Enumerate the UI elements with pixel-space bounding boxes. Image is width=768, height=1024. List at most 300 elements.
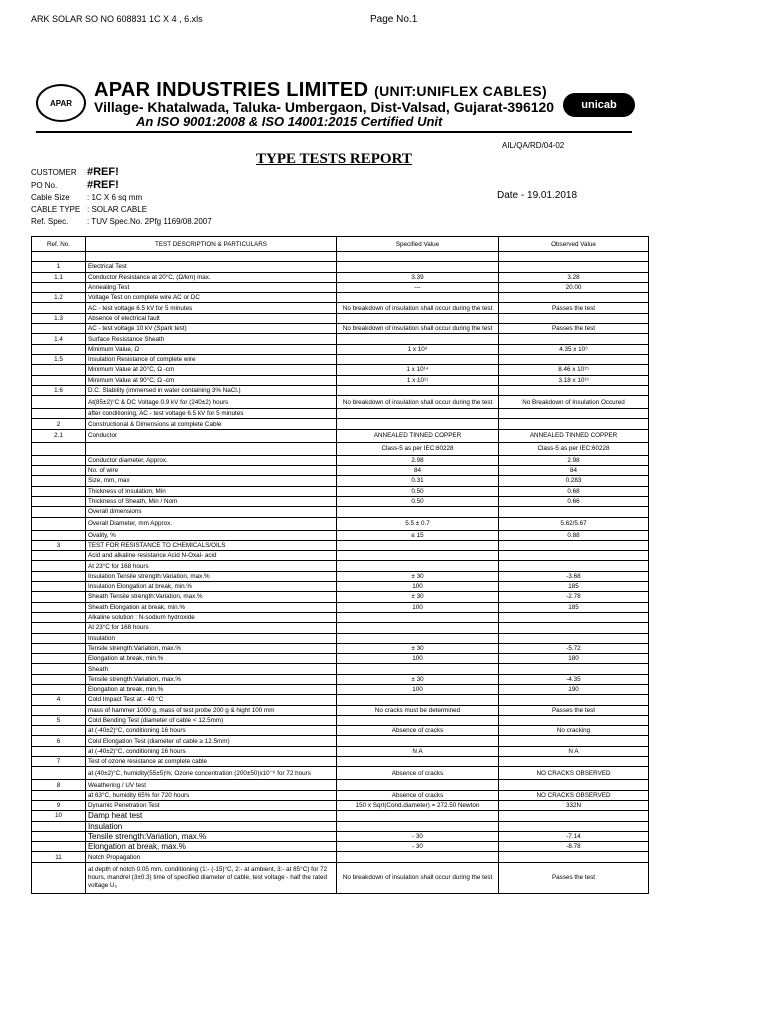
cell-description: at depth of notch 0.05 mm, conditioning (1:- (-15)°C, 2:- at ambient, 3:- at 85°C) for 72 hours, mandrel (3±0.3) time of specified diameter of cable, test voltage - half the rated voltage U₀ [86, 862, 337, 893]
cell-description: Sheath Elongation at break, min.% [86, 602, 337, 612]
cell-description: Thickness of Sheath, Min / Nom [86, 496, 337, 506]
cell-ref-no [32, 282, 86, 292]
cell-description: Size, mm, max [86, 476, 337, 486]
table-row [32, 862, 649, 893]
cell-specified: 100 [337, 582, 499, 592]
table-row [32, 705, 649, 715]
table-row [32, 334, 649, 344]
unit-name: (UNIT:UNIFLEX CABLES) [374, 83, 547, 99]
cell-description: at (40±2)°C, humidity(55±5)%, Ozone concentration (200±50)x10⁻⁶ for 72 hours [86, 767, 337, 780]
cell-observed: No cracking [499, 726, 649, 736]
table-row [32, 409, 649, 419]
cell-ref-no [32, 252, 86, 262]
cell-observed [499, 354, 649, 364]
cell-specified: Absence of cracks [337, 790, 499, 800]
cell-ref-no: 11 [32, 852, 86, 862]
header-specified: Specified Value [337, 237, 499, 252]
cell-specified [337, 551, 499, 561]
cell-specified [337, 780, 499, 790]
cell-observed: ANNEALED TINNED COPPER [499, 429, 649, 442]
cell-ref-no [32, 496, 86, 506]
logo-text: APAR [49, 98, 73, 108]
iso-certification: An ISO 9001:2008 & ISO 14001:2015 Certified Unit [136, 114, 443, 129]
cell-ref-no [32, 684, 86, 694]
cell-ref-no [32, 486, 86, 496]
cell-description: At 23°C for 168 hours [86, 561, 337, 571]
cell-description: Voltage Test on complete wire AC or DC [86, 293, 337, 303]
table-row [32, 324, 649, 334]
cell-observed [499, 507, 649, 517]
cell-ref-no [32, 507, 86, 517]
cell-description: at (-40±2)°C, conditioning 16 hours [86, 726, 337, 736]
cell-ref-no: 2 [32, 419, 86, 429]
cell-description: Damp heat test [86, 811, 337, 821]
cell-specified [337, 540, 499, 550]
cell-description: Tensile strength:Variation, max.% [86, 643, 337, 653]
cell-ref-no [32, 623, 86, 633]
meta-value-customer: #REF! [87, 166, 119, 178]
cell-ref-no [32, 455, 86, 465]
cell-description: Test of ozone resistance at complete cable [86, 757, 337, 767]
cell-observed [499, 540, 649, 550]
cell-ref-no: 8 [32, 780, 86, 790]
table-row [32, 602, 649, 612]
cell-description: No. of wire [86, 466, 337, 476]
cell-description: Ovality, % [86, 530, 337, 540]
cell-ref-no [32, 842, 86, 852]
cell-specified: No cracks must be determined [337, 705, 499, 715]
cell-specified: ± 30 [337, 643, 499, 653]
meta-label-po: PO No. [31, 181, 58, 190]
cell-observed [499, 695, 649, 705]
cell-description: Conductor [86, 429, 337, 442]
cell-description: Insulation [86, 821, 337, 831]
cell-ref-no [32, 767, 86, 780]
cell-observed: 84 [499, 466, 649, 476]
cell-observed: 185 [499, 602, 649, 612]
cell-observed [499, 551, 649, 561]
cell-description: TEST FOR RESISTANCE TO CHEMICALS/OILS [86, 540, 337, 550]
cell-observed: -5.72 [499, 643, 649, 653]
cell-ref-no [32, 571, 86, 581]
cell-observed [499, 811, 649, 821]
table-row [32, 551, 649, 561]
cell-description: Conductor diameter, Approx. [86, 455, 337, 465]
table-row [32, 842, 649, 852]
table-body [32, 237, 649, 894]
cell-ref-no: 1 [32, 262, 86, 272]
cell-description: Conductor Resistance at 20°C, (Ω/km) max. [86, 272, 337, 282]
cell-specified [337, 736, 499, 746]
cell-specified: 0.31 [337, 476, 499, 486]
cell-ref-no: 9 [32, 800, 86, 810]
cell-specified: Absence of cracks [337, 767, 499, 780]
cell-specified: 150 x Sqrt(Cond.diameter) = 272.50 Newton [337, 800, 499, 810]
cell-description: Notch Propagation [86, 852, 337, 862]
cell-ref-no: 10 [32, 811, 86, 821]
cell-ref-no: 5 [32, 715, 86, 725]
cell-description: Minimum Value, Ω [86, 344, 337, 354]
cell-description: Sheath [86, 664, 337, 674]
table-row [32, 800, 649, 810]
header-observed: Observed Value [499, 237, 649, 252]
cell-description: Insulation Elongation at break, min.% [86, 582, 337, 592]
cell-observed: Passes the test [499, 324, 649, 334]
report-date: Date - 19.01.2018 [497, 190, 578, 201]
cell-specified: Class-5 as per IEC:60228 [337, 442, 499, 455]
table-row [32, 385, 649, 395]
company-address: Village- Khatalwada, Taluka- Umbergaon, Dist-Valsad, Gujarat-396120 [94, 99, 555, 115]
table-row [32, 419, 649, 429]
table-row [32, 476, 649, 486]
cell-ref-no [32, 705, 86, 715]
table-row [32, 654, 649, 664]
cell-specified [337, 354, 499, 364]
cell-description: mass of hammer 1000 g, mass of test probe 200 g & hight 100 mm [86, 705, 337, 715]
cell-ref-no [32, 365, 86, 375]
table-header-row [32, 237, 649, 252]
cell-description: Sheath Tensile strength:Variation, max.% [86, 592, 337, 602]
cell-observed [499, 293, 649, 303]
cell-specified [337, 507, 499, 517]
cell-observed [499, 664, 649, 674]
cell-specified: 5.5 ± 0.7 [337, 517, 499, 530]
cell-specified: ANNEALED TINNED COPPER [337, 429, 499, 442]
cell-observed: No Breakdown of Insulation Occured [499, 396, 649, 409]
table-row [32, 486, 649, 496]
cell-observed: 180 [499, 654, 649, 664]
cell-description: At(85±2)°C & DC Voltage 0.9 kV for (240±2) hours [86, 396, 337, 409]
table-row [32, 466, 649, 476]
table-row [32, 633, 649, 643]
cell-observed [499, 252, 649, 262]
table-row [32, 442, 649, 455]
cell-description: Weathering / UV test [86, 780, 337, 790]
cell-description: Cold Elongation Test (diameter of cable ≥ 12.5mm) [86, 736, 337, 746]
cell-ref-no [32, 664, 86, 674]
cell-observed: 0.88 [499, 530, 649, 540]
cell-ref-no [32, 831, 86, 841]
cell-ref-no [32, 726, 86, 736]
table-row [32, 252, 649, 262]
table-row [32, 507, 649, 517]
cell-observed [499, 313, 649, 323]
cell-specified: 3.39 [337, 272, 499, 282]
table-row [32, 561, 649, 571]
cell-specified: ≤ 15 [337, 530, 499, 540]
cell-ref-no: 4 [32, 695, 86, 705]
table-row [32, 365, 649, 375]
cell-specified: 100 [337, 654, 499, 664]
table-row [32, 303, 649, 313]
cell-observed: 0.66 [499, 496, 649, 506]
file-header: ARK SOLAR SO NO 608831 1C X 4 , 6.xls [31, 14, 203, 24]
meta-label-cable-type: CABLE TYPE [31, 205, 81, 214]
cell-ref-no [32, 551, 86, 561]
table-row [32, 684, 649, 694]
cell-ref-no [32, 674, 86, 684]
table-row [32, 455, 649, 465]
cell-ref-no [32, 654, 86, 664]
table-row [32, 282, 649, 292]
table-row [32, 715, 649, 725]
table-row [32, 272, 649, 282]
cell-description: Annealing Test [86, 282, 337, 292]
table-row [32, 736, 649, 746]
table-row [32, 643, 649, 653]
cell-description: Alkaline solution : N-sodium hydroxide [86, 612, 337, 622]
cell-observed: 332N [499, 800, 649, 810]
cell-ref-no [32, 746, 86, 756]
cell-observed [499, 262, 649, 272]
cell-ref-no [32, 633, 86, 643]
cell-observed: Passes the test [499, 303, 649, 313]
cell-description: Surface Resistance Sheath [86, 334, 337, 344]
cell-observed: Class-5 as per IEC:60228 [499, 442, 649, 455]
table-row [32, 293, 649, 303]
table-row [32, 811, 649, 821]
table-row [32, 396, 649, 409]
cell-observed [499, 623, 649, 633]
cell-ref-no: 1.3 [32, 313, 86, 323]
cell-specified [337, 811, 499, 821]
cell-description: Acid and alkaline resistance Acid N-Oxal- acid [86, 551, 337, 561]
cell-description: Insulation Tensile strength:Variation, max.% [86, 571, 337, 581]
cell-description: Elongation at break, min.% [86, 684, 337, 694]
cell-ref-no [32, 476, 86, 486]
cell-specified: 1 x 10¹⁴ [337, 365, 499, 375]
cell-ref-no [32, 409, 86, 419]
cell-observed [499, 736, 649, 746]
table-row [32, 571, 649, 581]
table-row [32, 517, 649, 530]
cell-observed: NO CRACKS OBSERVED [499, 767, 649, 780]
cell-ref-no: 1.2 [32, 293, 86, 303]
cell-ref-no: 1.6 [32, 385, 86, 395]
cell-description: after conditioning, AC - test voltage 6.5 kV for 5 minutes [86, 409, 337, 419]
document-reference: AIL/QA/RD/04-02 [502, 141, 565, 150]
cell-ref-no [32, 821, 86, 831]
table-row [32, 767, 649, 780]
cell-ref-no [32, 561, 86, 571]
cell-specified [337, 385, 499, 395]
cell-description: At 23°C for 168 hours [86, 623, 337, 633]
cell-description: at (-40±2)°C, conditioning 16 hours [86, 746, 337, 756]
cell-specified: - 30 [337, 842, 499, 852]
cell-specified [337, 695, 499, 705]
cell-ref-no [32, 324, 86, 334]
cell-specified: 2.98 [337, 455, 499, 465]
cell-specified [337, 409, 499, 419]
cell-description: Cold Bending Test (diameter of cable < 12.5mm) [86, 715, 337, 725]
cell-observed: -4.35 [499, 674, 649, 684]
table-row [32, 612, 649, 622]
cell-observed: 4.35 x 10⁹ [499, 344, 649, 354]
cell-specified [337, 664, 499, 674]
table-row [32, 530, 649, 540]
header-divider [36, 131, 632, 133]
meta-label-ref-spec: Ref. Spec. [31, 217, 69, 226]
cell-specified [337, 334, 499, 344]
table-row [32, 623, 649, 633]
cell-ref-no: 1.1 [32, 272, 86, 282]
cell-observed: Passes the test [499, 862, 649, 893]
cell-specified [337, 715, 499, 725]
apar-logo [36, 84, 86, 122]
cell-specified: 1 x 10⁹ [337, 344, 499, 354]
cell-observed [499, 334, 649, 344]
table-row [32, 664, 649, 674]
company-title: APAR INDUSTRIES LIMITED [94, 79, 369, 101]
cell-specified: 0.50 [337, 486, 499, 496]
cell-specified: No breakdown of insulation shall occur during the test [337, 324, 499, 334]
cell-ref-no [32, 530, 86, 540]
cell-observed: N A [499, 746, 649, 756]
cell-ref-no: 7 [32, 757, 86, 767]
cell-ref-no [32, 592, 86, 602]
cell-description: Electrical Test [86, 262, 337, 272]
cell-specified: 100 [337, 684, 499, 694]
cell-observed: 2.98 [499, 455, 649, 465]
table-row [32, 821, 649, 831]
cell-specified: No breakdown of insulation shall occur during the test [337, 303, 499, 313]
cell-description: Insulation [86, 633, 337, 643]
cell-description: Tensile strength:Variation, max.% [86, 831, 337, 841]
table-row [32, 344, 649, 354]
cell-specified [337, 561, 499, 571]
cell-ref-no: 1.5 [32, 354, 86, 364]
cell-description: Elongation at break, min.% [86, 654, 337, 664]
cell-specified [337, 262, 499, 272]
table-row [32, 313, 649, 323]
cell-observed [499, 715, 649, 725]
table-row [32, 757, 649, 767]
cell-specified: 84 [337, 466, 499, 476]
cell-ref-no [32, 303, 86, 313]
cell-observed: 8.46 x 10¹⁵ [499, 365, 649, 375]
meta-value-cable-size: : 1C X 6 sq mm [87, 193, 143, 202]
cell-observed: -2.78 [499, 592, 649, 602]
cell-observed [499, 780, 649, 790]
cell-ref-no [32, 862, 86, 893]
cell-description: Tensile strength:Variation, max.% [86, 674, 337, 684]
cell-observed: -7.14 [499, 831, 649, 841]
cell-description: Minimum Value at 20°C, Ω -cm [86, 365, 337, 375]
table-row [32, 746, 649, 756]
cell-specified [337, 633, 499, 643]
cell-description: Minimum Value at 90°C, Ω -cm [86, 375, 337, 385]
table-row [32, 674, 649, 684]
cell-specified: No breakdown of insulation shall occur during the test [337, 862, 499, 893]
cell-specified [337, 419, 499, 429]
cell-specified [337, 757, 499, 767]
cell-specified [337, 852, 499, 862]
cell-ref-no [32, 790, 86, 800]
table-row [32, 726, 649, 736]
cell-specified: --- [337, 282, 499, 292]
meta-label-cable-size: Cable Size [31, 193, 70, 202]
cell-specified [337, 612, 499, 622]
cell-observed: NO CRACKS OBSERVED [499, 790, 649, 800]
meta-label-customer: CUSTOMER [31, 168, 77, 177]
report-title: TYPE TESTS REPORT [256, 151, 412, 167]
cell-specified: Absence of cracks [337, 726, 499, 736]
table-row [32, 831, 649, 841]
cell-description: Insulation Resistance of complete wire [86, 354, 337, 364]
cell-description: Dynamic Penetration Test [86, 800, 337, 810]
cell-description: Cold Impact Test at - 40 °C [86, 695, 337, 705]
cell-description: Overall Diameter, mm Approx. [86, 517, 337, 530]
table-row [32, 780, 649, 790]
cell-ref-no: 6 [32, 736, 86, 746]
cell-description [86, 442, 337, 455]
cell-specified: 100 [337, 602, 499, 612]
cell-specified [337, 252, 499, 262]
cell-description: at 63°C, humidity 65% for 720 hours [86, 790, 337, 800]
meta-value-ref-spec: : TUV Spec.No. 2Pfg 1169/08.2007 [87, 217, 212, 226]
cell-observed: 5.62/5.67 [499, 517, 649, 530]
cell-observed [499, 409, 649, 419]
cell-observed: 190 [499, 684, 649, 694]
cell-observed: 0.68 [499, 486, 649, 496]
table-row [32, 496, 649, 506]
unicab-logo: unicab [563, 93, 635, 117]
cell-observed: Passes the test [499, 705, 649, 715]
cell-ref-no: 2.1 [32, 429, 86, 442]
cell-observed [499, 419, 649, 429]
cell-ref-no [32, 344, 86, 354]
meta-value-po: #REF! [87, 179, 119, 191]
cell-specified [337, 821, 499, 831]
cell-ref-no [32, 442, 86, 455]
cell-specified: N A [337, 746, 499, 756]
cell-description: AC - test voltage 10 kV (Spark test) [86, 324, 337, 334]
cell-specified: No breakdown of insulation shall occur during the test [337, 396, 499, 409]
cell-specified: ± 30 [337, 571, 499, 581]
cell-ref-no [32, 643, 86, 653]
cell-specified: ± 30 [337, 592, 499, 602]
cell-specified: - 30 [337, 831, 499, 841]
cell-description: D.C. Stability (immersed in water containing 3% NaCl.) [86, 385, 337, 395]
cell-specified [337, 313, 499, 323]
cell-ref-no [32, 396, 86, 409]
cell-description: Overall dimensions [86, 507, 337, 517]
cell-specified: 0.50 [337, 496, 499, 506]
cell-description: Constructional & Dimensions at complete Cable [86, 419, 337, 429]
cell-description: Thickness of Insulation, Min [86, 486, 337, 496]
table-row [32, 695, 649, 705]
cell-observed: -3.68 [499, 571, 649, 581]
cell-specified [337, 623, 499, 633]
cell-ref-no [32, 517, 86, 530]
cell-observed: 20.00 [499, 282, 649, 292]
cell-observed [499, 821, 649, 831]
cell-specified: 1 x 10¹¹ [337, 375, 499, 385]
cell-specified [337, 293, 499, 303]
table-row [32, 790, 649, 800]
cell-specified: ± 30 [337, 674, 499, 684]
header-ref-no: Ref. No. [32, 237, 86, 252]
cell-ref-no [32, 466, 86, 476]
cell-ref-no: 1.4 [32, 334, 86, 344]
cell-observed: -8.78 [499, 842, 649, 852]
table-row [32, 375, 649, 385]
cell-observed [499, 612, 649, 622]
table-row [32, 354, 649, 364]
cell-observed [499, 561, 649, 571]
cell-observed: 185 [499, 582, 649, 592]
table-row [32, 262, 649, 272]
